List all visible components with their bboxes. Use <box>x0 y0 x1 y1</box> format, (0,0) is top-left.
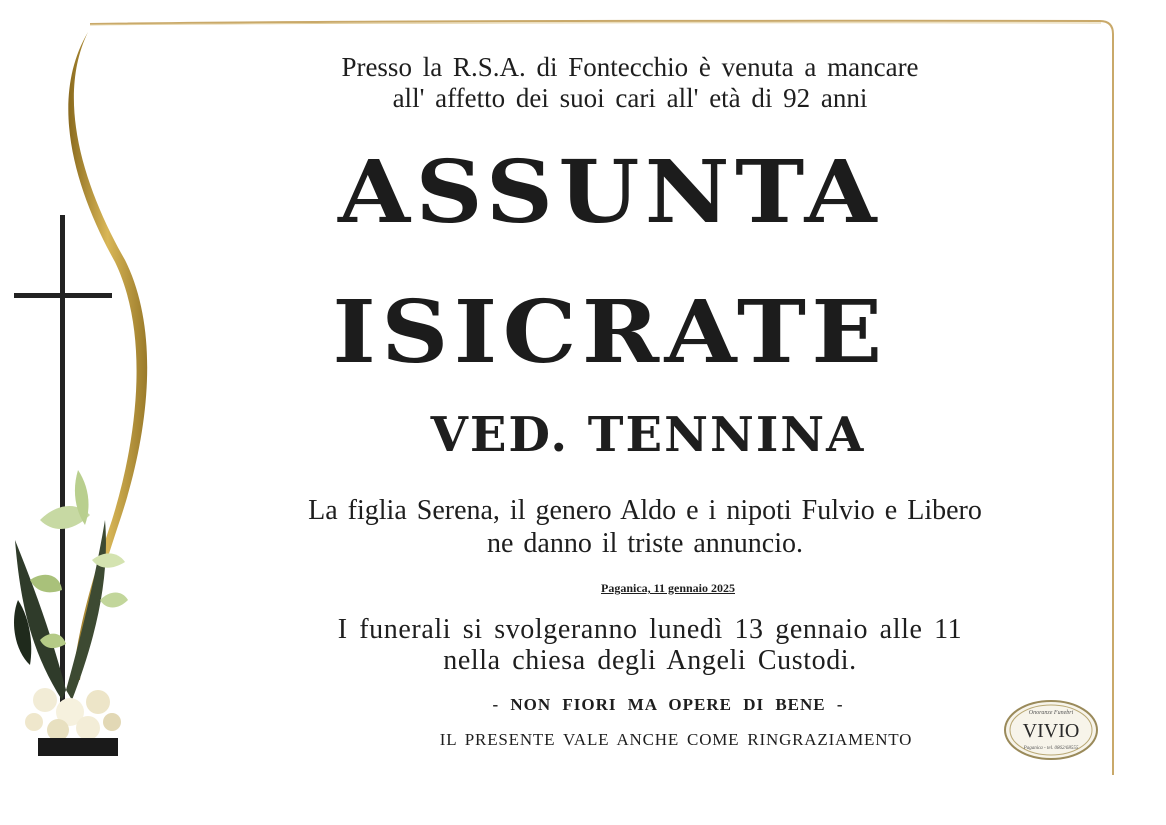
deceased-last-name: ISICRATE <box>332 282 888 383</box>
place-and-date: Paganica, 11 gennaio 2025 <box>600 581 735 595</box>
married-name: VED. TENNINA <box>430 407 866 463</box>
deceased-first-name: ASSUNTA <box>338 142 882 243</box>
intro-text <box>200 52 1060 114</box>
funeral-line-1: I funerali si svolgeranno lunedì 13 gennaio alle 11 <box>337 614 963 645</box>
announcement-text <box>215 494 1075 560</box>
announce-line-1: La figlia Serena, il genero Aldo e i nipoti Fulvio e Libero <box>308 495 982 526</box>
funeral-details <box>220 614 1080 676</box>
announce-line-2: ne danno il triste annuncio. <box>486 528 804 559</box>
no-flowers-note: - NON FIORI MA OPERE DI BENE - <box>492 695 844 714</box>
logo-name: VIVIO <box>1022 720 1080 742</box>
intro-line-2: all' affetto dei suoi cari all' età di 92 anni <box>392 83 868 113</box>
logo-bottom-text: Paganica - tel. 0862/68555 <box>1023 746 1079 751</box>
funeral-line-2: nella chiesa degli Angeli Custodi. <box>443 645 857 676</box>
cross-and-flowers-decoration <box>0 0 160 825</box>
intro-line-1: Presso la R.S.A. di Fontecchio è venuta a mancare <box>341 52 919 82</box>
funeral-home-logo <box>1003 699 1099 761</box>
thanks-note: IL PRESENTE VALE ANCHE COME RINGRAZIAMENTO <box>439 730 913 749</box>
flower-arrangement-icon <box>14 470 128 756</box>
gold-swoosh-icon <box>68 32 147 680</box>
logo-top-text: Onoranze Funebri <box>1028 710 1074 716</box>
